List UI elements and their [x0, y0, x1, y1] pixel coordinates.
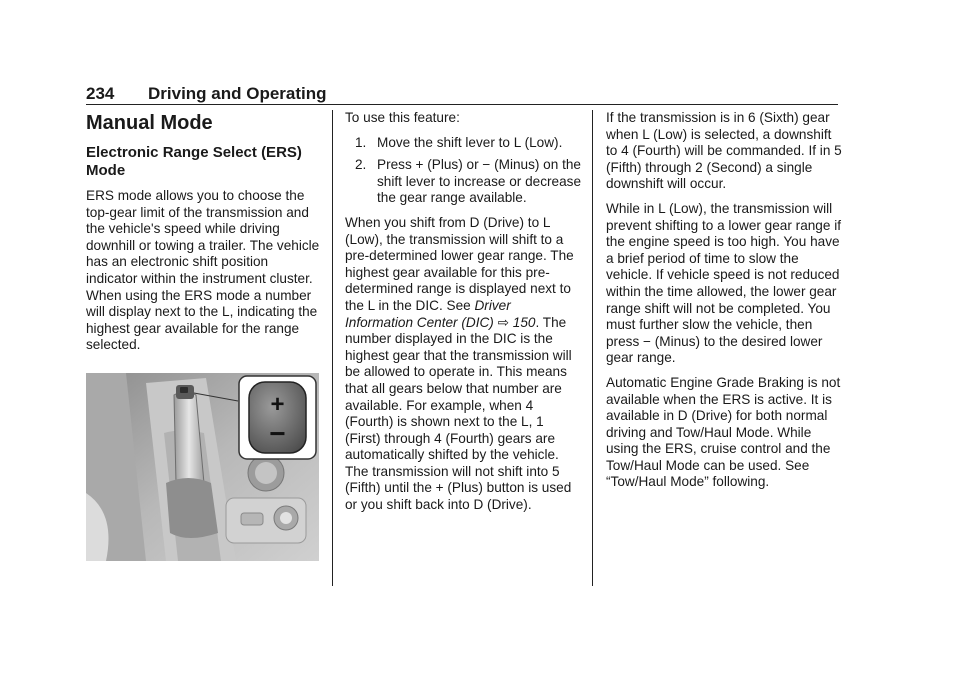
- dic-paragraph: [345, 215, 581, 514]
- page-header: [86, 84, 838, 104]
- shift-lever-figure: [86, 373, 319, 561]
- plus-symbol: +: [270, 391, 285, 418]
- header-rule: [86, 104, 838, 105]
- column-divider-2: [592, 110, 593, 586]
- column-1: [86, 112, 322, 362]
- step-text: Press + (Plus) or − (Minus) on the shift lever to increase or decrease the gear range available.: [377, 157, 582, 206]
- step-item: [345, 135, 581, 152]
- dic-reference-link[interactable]: Driver Information Center (DIC): [345, 297, 511, 330]
- shift-lever-illustration: [86, 373, 319, 561]
- page-number: 234: [86, 84, 115, 103]
- ers-intro-paragraph: ERS mode allows you to choose the top-gear limit of the transmission and the vehicle's speed while driving downhill or towing a trailer. The vehicle has an electronic shift position indicator within the instrument cluster. When using the ERS mode a number will display next to the L, indicating the highest gear available for the range selected.: [86, 188, 320, 353]
- steps-intro: To use this feature:: [345, 110, 460, 125]
- steps-list: [345, 135, 581, 207]
- dic-paragraph-end: . The number displayed in the DIC is the highest gear that the transmission will be allowed to operate in. This means that all gears below that number are available. For example, when 4 (Fourth) is shown next to the L, 1 (First) through 4 (Fourth) gears are automatically shifted by the vehicle. The transmission will not shift into 5 (Fifth) until the + (Plus) button is used or you shift back into D (Drive).: [345, 314, 572, 513]
- step-number: 2.: [355, 157, 367, 173]
- page-heading: Manual Mode: [86, 112, 213, 134]
- step-number: 1.: [355, 134, 367, 150]
- section-title: Driving and Operating: [148, 84, 327, 103]
- low-gear-paragraph: While in L (Low), the transmission will prevent shifting to a lower gear range if the engine speed is too high. You have a brief period of time to slow the vehicle. If vehicle speed is not reduced within the time allowed, the lower gear range shift will not be completed. You must further slow the vehicle, then press − (Minus) to the desired lower gear range.: [606, 200, 842, 366]
- column-2: [345, 110, 581, 522]
- sub-heading: Electronic Range Select (ERS) Mode: [86, 144, 302, 179]
- minus-symbol: −: [269, 418, 286, 449]
- dic-paragraph-start: When you shift from D (Drive) to L (Low), the transmission will shift to a pre-determined lower gear range. The highest gear available for this pre-determined range is displayed next to the L in the DIC. See: [345, 214, 574, 313]
- step-text: Move the shift lever to L (Low).: [377, 134, 563, 150]
- sixth-gear-paragraph: If the transmission is in 6 (Sixth) gear when L (Low) is selected, a downshift to 4 (Fourth) will be commanded. If in 5 (Fifth) through 2 (Second) a single downshift will occur.: [606, 110, 842, 192]
- grade-braking-paragraph: Automatic Engine Grade Braking is not available when the ERS is active. It is available in D (Drive) for both normal driving and Tow/Haul Mode. While using the ERS, cruise control and the Tow/Haul Mode can be used. See “Tow/Haul Mode” following.: [606, 374, 841, 490]
- column-3: [606, 110, 842, 499]
- page-reference-arrow-icon: ⇨: [497, 314, 509, 330]
- column-divider-1: [332, 110, 333, 586]
- dic-reference-page[interactable]: 150: [512, 314, 536, 330]
- step-item: [345, 157, 581, 207]
